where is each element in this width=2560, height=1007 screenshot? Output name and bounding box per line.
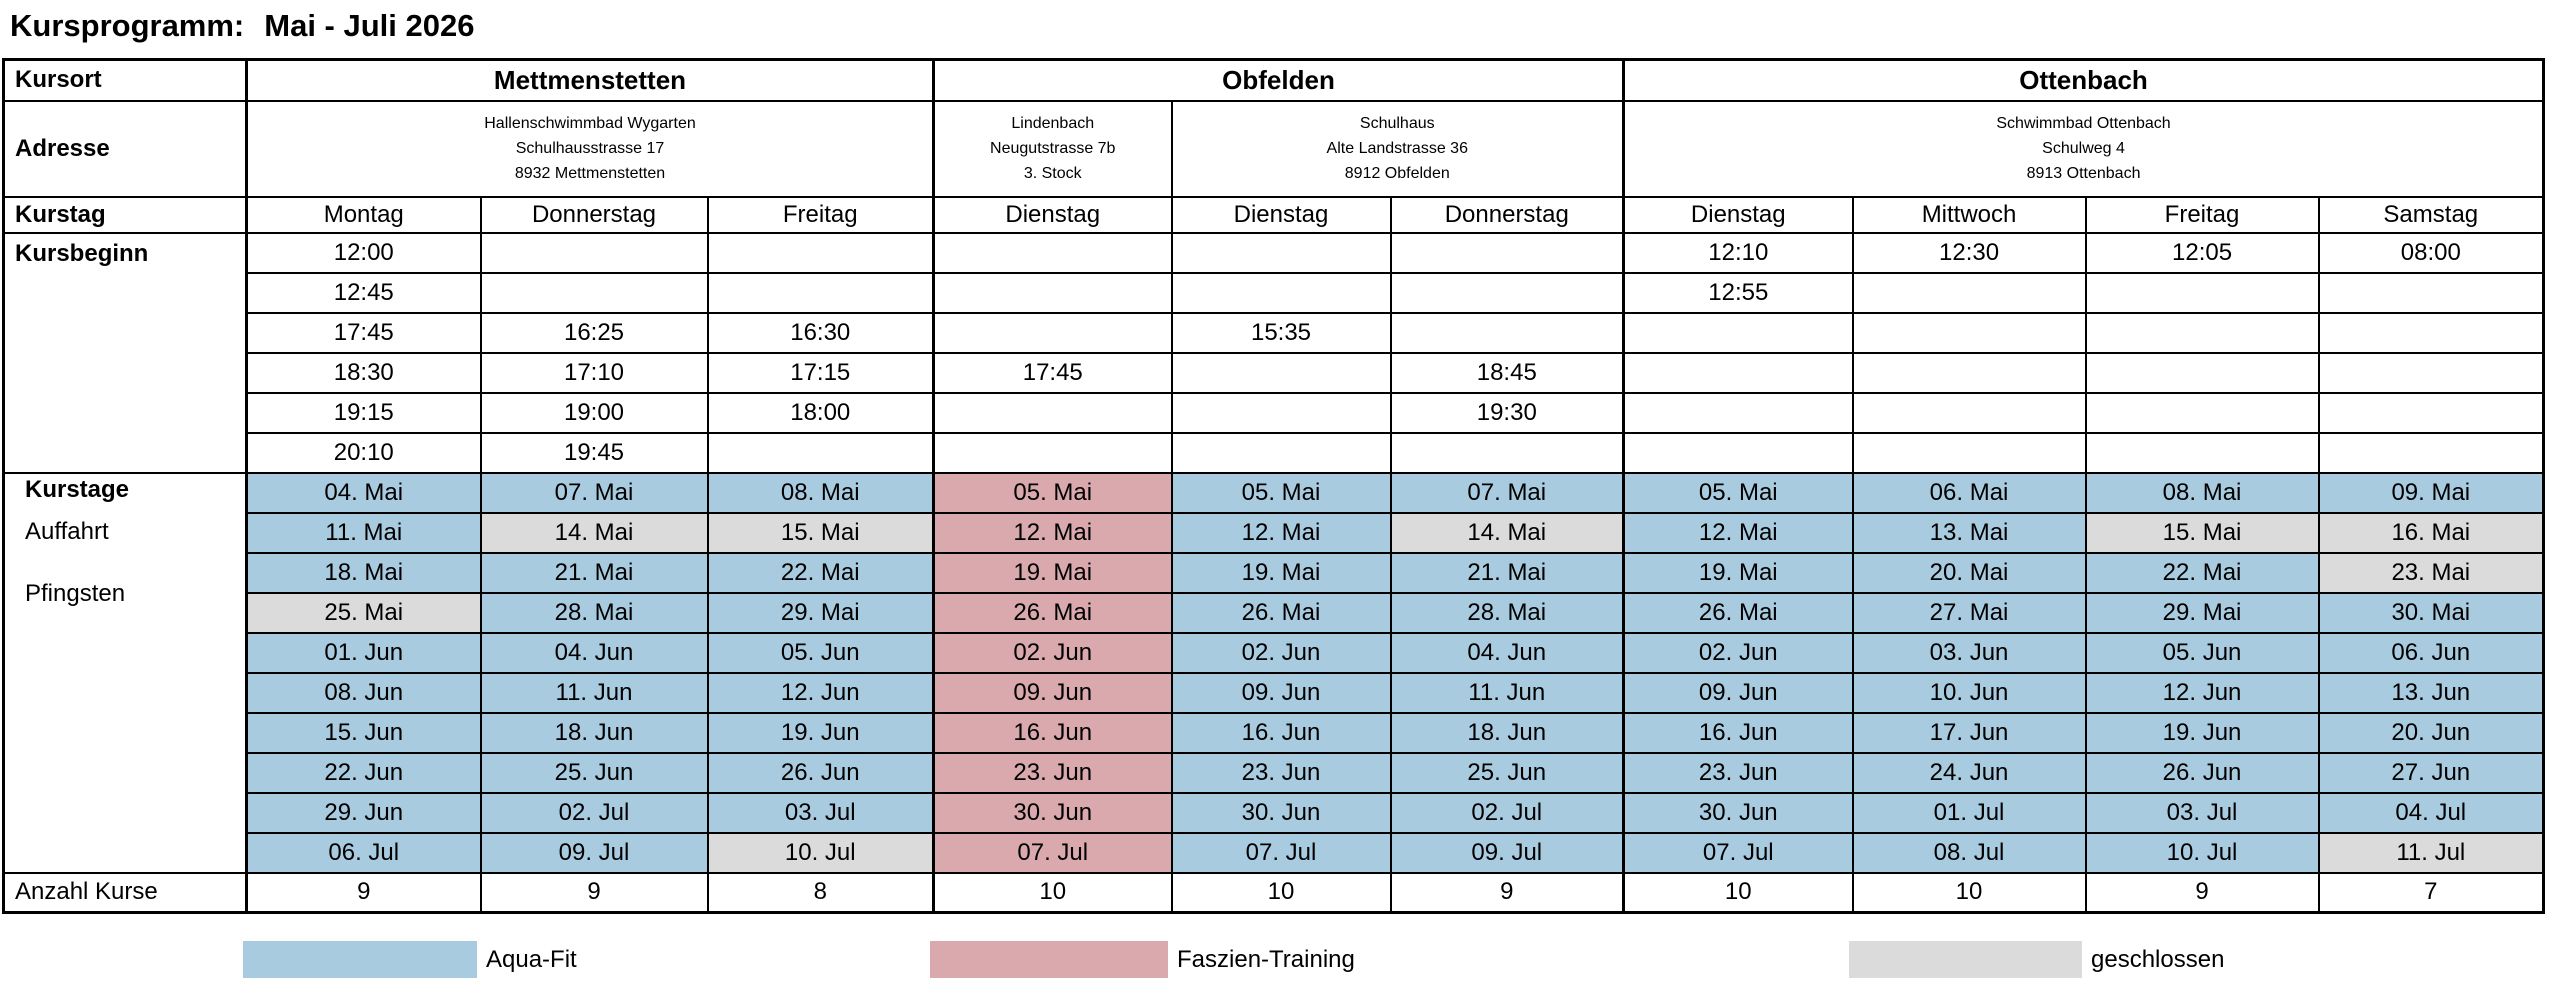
date-cell-aqua-fit: 17. Jun — [1853, 713, 2086, 753]
date-cell-aqua-fit: 04. Jun — [481, 633, 708, 673]
row-kursbeginn-5 — [4, 393, 2544, 433]
time-cell: 16:25 — [481, 313, 708, 353]
date-cell-faszien-training: 12. Mai — [934, 513, 1172, 553]
row-kurstage-4 — [4, 593, 2544, 633]
time-cell — [1853, 313, 2086, 353]
time-cell: 17:15 — [708, 353, 934, 393]
date-cell-aqua-fit: 26. Jun — [708, 753, 934, 793]
row-kurstage-7 — [4, 713, 2544, 753]
address-line: Schulhaus — [1359, 115, 1435, 132]
time-cell — [481, 273, 708, 313]
day-header-cell-6-donnerstag: Donnerstag — [1391, 197, 1624, 233]
address-line: Alte Landstrasse 36 — [1326, 140, 1468, 157]
date-cell-aqua-fit: 27. Mai — [1853, 593, 2086, 633]
time-cell — [2086, 433, 2319, 473]
date-cell-aqua-fit: 09. Jul — [481, 833, 708, 873]
date-cell-aqua-fit: 05. Jun — [708, 633, 934, 673]
date-cell-aqua-fit: 07. Jul — [1624, 833, 1853, 873]
row-kursbeginn-2 — [4, 273, 2544, 313]
row-kurstag — [4, 197, 2544, 233]
date-cell-aqua-fit: 11. Jun — [1391, 673, 1624, 713]
date-cell-aqua-fit: 29. Mai — [708, 593, 934, 633]
date-cell-aqua-fit: 19. Jun — [2086, 713, 2319, 753]
day-header-cell-8-mittwoch: Mittwoch — [1853, 197, 2086, 233]
row-label-kursbeginn: Kursbeginn — [4, 233, 247, 473]
legend-swatch-aqua-fit — [243, 941, 477, 978]
date-cell-geschlossen: 15. Mai — [708, 513, 934, 553]
time-cell: 18:45 — [1391, 353, 1624, 393]
row-kurstage-2 — [4, 513, 2544, 553]
legend-swatch-geschlossen — [1849, 941, 2082, 978]
page-title — [10, 8, 474, 44]
date-cell-aqua-fit: 11. Jun — [481, 673, 708, 713]
time-cell: 12:10 — [1624, 233, 1853, 273]
count-cell: 9 — [1391, 873, 1624, 913]
date-cell-aqua-fit: 09. Jun — [1624, 673, 1853, 713]
address-cell-obfelden-1 — [934, 101, 1172, 197]
time-cell: 12:05 — [2086, 233, 2319, 273]
time-cell: 19:00 — [481, 393, 708, 433]
time-cell — [934, 273, 1172, 313]
row-anzahl-kurse — [4, 873, 2544, 913]
address-line: Schulweg 4 — [2042, 140, 2125, 157]
time-cell — [1391, 233, 1624, 273]
date-cell-geschlossen: 11. Jul — [2319, 833, 2544, 873]
date-cell-aqua-fit: 07. Jul — [1172, 833, 1391, 873]
row-kurstage-5 — [4, 633, 2544, 673]
date-cell-aqua-fit: 18. Jun — [1391, 713, 1624, 753]
date-cell-aqua-fit: 20. Jun — [2319, 713, 2544, 753]
date-cell-aqua-fit: 02. Jul — [481, 793, 708, 833]
time-cell: 15:35 — [1172, 313, 1391, 353]
date-cell-faszien-training: 26. Mai — [934, 593, 1172, 633]
row-kurstage-8 — [4, 753, 2544, 793]
date-cell-geschlossen: 15. Mai — [2086, 513, 2319, 553]
date-cell-aqua-fit: 29. Mai — [2086, 593, 2319, 633]
date-cell-aqua-fit: 23. Jun — [1172, 753, 1391, 793]
date-cell-aqua-fit: 15. Jun — [247, 713, 481, 753]
time-cell — [1853, 273, 2086, 313]
address-line: Hallenschwimmbad Wygarten — [484, 115, 696, 132]
time-cell — [2319, 313, 2544, 353]
time-cell — [1172, 273, 1391, 313]
date-cell-aqua-fit: 19. Jun — [708, 713, 934, 753]
legend-swatch-faszien-training — [930, 941, 1168, 978]
date-cell-geschlossen: 14. Mai — [481, 513, 708, 553]
date-cell-aqua-fit: 03. Jun — [1853, 633, 2086, 673]
time-cell — [481, 233, 708, 273]
page-title-period: Mai - Juli 2026 — [264, 8, 475, 43]
date-cell-aqua-fit: 05. Jun — [2086, 633, 2319, 673]
time-cell — [2319, 433, 2544, 473]
date-cell-aqua-fit: 21. Mai — [481, 553, 708, 593]
row-label-kursort: Kursort — [4, 60, 247, 101]
date-cell-aqua-fit: 19. Mai — [1624, 553, 1853, 593]
date-cell-aqua-fit: 26. Mai — [1172, 593, 1391, 633]
row-label-pfingsten: Pfingsten — [25, 579, 126, 607]
date-cell-geschlossen: 14. Mai — [1391, 513, 1624, 553]
date-cell-aqua-fit: 03. Jul — [708, 793, 934, 833]
count-cell: 8 — [708, 873, 934, 913]
date-cell-faszien-training: 23. Jun — [934, 753, 1172, 793]
row-kursbeginn-3 — [4, 313, 2544, 353]
time-cell — [2319, 353, 2544, 393]
row-label-kurstage: Kurstage — [25, 475, 130, 503]
time-cell — [1391, 273, 1624, 313]
time-cell: 19:15 — [247, 393, 481, 433]
date-cell-aqua-fit: 13. Jun — [2319, 673, 2544, 713]
time-cell: 17:10 — [481, 353, 708, 393]
time-cell — [934, 313, 1172, 353]
date-cell-aqua-fit: 07. Mai — [1391, 473, 1624, 513]
time-cell — [1853, 393, 2086, 433]
day-header-cell-4-dienstag: Dienstag — [934, 197, 1172, 233]
time-cell — [1391, 313, 1624, 353]
date-cell-aqua-fit: 28. Mai — [481, 593, 708, 633]
day-header-cell-9-freitag: Freitag — [2086, 197, 2319, 233]
time-cell — [934, 433, 1172, 473]
date-cell-aqua-fit: 04. Jun — [1391, 633, 1624, 673]
date-cell-aqua-fit: 02. Jul — [1391, 793, 1624, 833]
date-cell-aqua-fit: 06. Mai — [1853, 473, 2086, 513]
time-cell — [1624, 433, 1853, 473]
date-cell-aqua-fit: 12. Jun — [708, 673, 934, 713]
date-cell-faszien-training: 09. Jun — [934, 673, 1172, 713]
time-cell: 17:45 — [247, 313, 481, 353]
date-cell-aqua-fit: 13. Mai — [1853, 513, 2086, 553]
date-cell-aqua-fit: 06. Jun — [2319, 633, 2544, 673]
time-cell: 12:30 — [1853, 233, 2086, 273]
course-schedule-table — [2, 58, 2545, 914]
time-cell — [1172, 233, 1391, 273]
date-cell-aqua-fit: 28. Mai — [1391, 593, 1624, 633]
location-header-obfelden: Obfelden — [934, 60, 1624, 101]
day-header-cell-5-dienstag: Dienstag — [1172, 197, 1391, 233]
date-cell-aqua-fit: 01. Jun — [247, 633, 481, 673]
date-cell-aqua-fit: 05. Mai — [1624, 473, 1853, 513]
date-cell-aqua-fit: 10. Jul — [2086, 833, 2319, 873]
time-cell — [2086, 393, 2319, 433]
time-cell — [934, 393, 1172, 433]
location-header-ottenbach: Ottenbach — [1624, 60, 2544, 101]
location-header-mettmenstetten: Mettmenstetten — [247, 60, 934, 101]
date-cell-aqua-fit: 20. Mai — [1853, 553, 2086, 593]
date-cell-aqua-fit: 16. Jun — [1172, 713, 1391, 753]
address-line: Schwimmbad Ottenbach — [1996, 115, 2171, 132]
legend-label: Aqua-Fit — [486, 945, 577, 973]
date-cell-aqua-fit: 18. Mai — [247, 553, 481, 593]
date-cell-aqua-fit: 04. Jul — [2319, 793, 2544, 833]
time-cell — [1172, 433, 1391, 473]
date-cell-aqua-fit: 09. Jul — [1391, 833, 1624, 873]
time-cell — [1624, 393, 1853, 433]
date-cell-faszien-training: 30. Jun — [934, 793, 1172, 833]
date-cell-aqua-fit: 05. Mai — [1172, 473, 1391, 513]
date-cell-aqua-fit: 02. Jun — [1172, 633, 1391, 673]
day-header-cell-10-samstag: Samstag — [2319, 197, 2544, 233]
address-line: 3. Stock — [1023, 165, 1082, 182]
date-cell-aqua-fit: 26. Mai — [1624, 593, 1853, 633]
row-kursbeginn-4 — [4, 353, 2544, 393]
time-cell — [708, 433, 934, 473]
count-cell: 10 — [1624, 873, 1853, 913]
date-cell-aqua-fit: 21. Mai — [1391, 553, 1624, 593]
date-cell-faszien-training: 05. Mai — [934, 473, 1172, 513]
date-cell-faszien-training: 16. Jun — [934, 713, 1172, 753]
date-cell-aqua-fit: 03. Jul — [2086, 793, 2319, 833]
count-cell: 9 — [2086, 873, 2319, 913]
date-cell-aqua-fit: 30. Jun — [1624, 793, 1853, 833]
date-cell-aqua-fit: 08. Jul — [1853, 833, 2086, 873]
legend — [0, 941, 2560, 981]
time-cell: 12:00 — [247, 233, 481, 273]
time-cell — [2319, 393, 2544, 433]
row-kurstage-9 — [4, 793, 2544, 833]
time-cell: 18:30 — [247, 353, 481, 393]
count-cell: 10 — [934, 873, 1172, 913]
date-cell-aqua-fit: 10. Jun — [1853, 673, 2086, 713]
row-kurstage-3 — [4, 553, 2544, 593]
address-cell-obfelden-2 — [1172, 101, 1624, 197]
row-kurstage-10 — [4, 833, 2544, 873]
row-kursbeginn-1 — [4, 233, 2544, 273]
count-cell: 9 — [247, 873, 481, 913]
date-cell-aqua-fit: 12. Mai — [1624, 513, 1853, 553]
row-kurstage-6 — [4, 673, 2544, 713]
legend-label: Faszien-Training — [1177, 945, 1355, 973]
date-cell-aqua-fit: 22. Mai — [708, 553, 934, 593]
day-header-cell-3-freitag: Freitag — [708, 197, 934, 233]
date-cell-geschlossen: 25. Mai — [247, 593, 481, 633]
date-cell-aqua-fit: 27. Jun — [2319, 753, 2544, 793]
date-cell-aqua-fit: 16. Jun — [1624, 713, 1853, 753]
date-cell-aqua-fit: 12. Jun — [2086, 673, 2319, 713]
row-label-auffahrt: Auffahrt — [25, 517, 109, 545]
time-cell — [1853, 433, 2086, 473]
day-header-cell-1-montag: Montag — [247, 197, 481, 233]
legend-item-geschlossen — [1849, 941, 2224, 978]
time-cell — [2086, 353, 2319, 393]
legend-item-faszien-training — [930, 941, 1355, 978]
date-cell-aqua-fit: 30. Jun — [1172, 793, 1391, 833]
count-cell: 10 — [1172, 873, 1391, 913]
row-label-kurstag: Kurstag — [4, 197, 247, 233]
legend-item-aqua-fit — [243, 941, 577, 978]
row-adresse — [4, 101, 2544, 197]
row-label-adresse: Adresse — [4, 101, 247, 197]
date-cell-aqua-fit: 25. Jun — [481, 753, 708, 793]
count-cell: 10 — [1853, 873, 2086, 913]
date-cell-aqua-fit: 08. Mai — [708, 473, 934, 513]
date-cell-aqua-fit: 11. Mai — [247, 513, 481, 553]
date-cell-geschlossen: 16. Mai — [2319, 513, 2544, 553]
date-cell-aqua-fit: 24. Jun — [1853, 753, 2086, 793]
address-line: 8912 Obfelden — [1344, 165, 1450, 182]
time-cell — [708, 273, 934, 313]
address-line: Neugutstrasse 7b — [990, 140, 1116, 157]
time-cell — [1172, 393, 1391, 433]
row-kursort — [4, 60, 2544, 101]
date-cell-aqua-fit: 09. Mai — [2319, 473, 2544, 513]
count-cell: 7 — [2319, 873, 2544, 913]
time-cell: 18:00 — [708, 393, 934, 433]
date-cell-aqua-fit: 22. Mai — [2086, 553, 2319, 593]
count-cell: 9 — [481, 873, 708, 913]
row-label-kurstage-block — [4, 473, 247, 873]
time-cell: 08:00 — [2319, 233, 2544, 273]
date-cell-aqua-fit: 22. Jun — [247, 753, 481, 793]
row-label-anzahl-kurse: Anzahl Kurse — [4, 873, 247, 913]
time-cell — [1624, 353, 1853, 393]
time-cell — [934, 233, 1172, 273]
time-cell: 12:45 — [247, 273, 481, 313]
row-kursbeginn-6 — [4, 433, 2544, 473]
date-cell-aqua-fit: 12. Mai — [1172, 513, 1391, 553]
time-cell — [1391, 433, 1624, 473]
time-cell: 17:45 — [934, 353, 1172, 393]
date-cell-geschlossen: 23. Mai — [2319, 553, 2544, 593]
day-header-cell-7-dienstag: Dienstag — [1624, 197, 1853, 233]
date-cell-aqua-fit: 09. Jun — [1172, 673, 1391, 713]
date-cell-aqua-fit: 08. Jun — [247, 673, 481, 713]
address-line: 8913 Ottenbach — [2026, 165, 2141, 182]
address-cell-ottenbach — [1624, 101, 2544, 197]
time-cell — [708, 233, 934, 273]
legend-label: geschlossen — [2091, 945, 2225, 973]
row-kurstage-1 — [4, 473, 2544, 513]
time-cell — [2319, 273, 2544, 313]
address-cell-mettmenstetten — [247, 101, 934, 197]
date-cell-aqua-fit: 01. Jul — [1853, 793, 2086, 833]
time-cell — [1624, 313, 1853, 353]
time-cell: 19:30 — [1391, 393, 1624, 433]
date-cell-aqua-fit: 23. Jun — [1624, 753, 1853, 793]
time-cell — [1172, 353, 1391, 393]
date-cell-aqua-fit: 18. Jun — [481, 713, 708, 753]
time-cell — [2086, 313, 2319, 353]
time-cell: 16:30 — [708, 313, 934, 353]
date-cell-faszien-training: 19. Mai — [934, 553, 1172, 593]
time-cell: 19:45 — [481, 433, 708, 473]
date-cell-aqua-fit: 29. Jun — [247, 793, 481, 833]
date-cell-aqua-fit: 07. Mai — [481, 473, 708, 513]
date-cell-aqua-fit: 06. Jul — [247, 833, 481, 873]
address-line: 8932 Mettmenstetten — [514, 165, 666, 182]
time-cell — [1853, 353, 2086, 393]
page-title-label: Kursprogramm: — [10, 8, 245, 43]
date-cell-geschlossen: 10. Jul — [708, 833, 934, 873]
address-line: Lindenbach — [1011, 115, 1095, 132]
time-cell — [2086, 273, 2319, 313]
date-cell-aqua-fit: 30. Mai — [2319, 593, 2544, 633]
date-cell-faszien-training: 02. Jun — [934, 633, 1172, 673]
date-cell-aqua-fit: 25. Jun — [1391, 753, 1624, 793]
date-cell-aqua-fit: 04. Mai — [247, 473, 481, 513]
date-cell-aqua-fit: 19. Mai — [1172, 553, 1391, 593]
date-cell-aqua-fit: 02. Jun — [1624, 633, 1853, 673]
date-cell-aqua-fit: 08. Mai — [2086, 473, 2319, 513]
time-cell: 12:55 — [1624, 273, 1853, 313]
date-cell-faszien-training: 07. Jul — [934, 833, 1172, 873]
day-header-cell-2-donnerstag: Donnerstag — [481, 197, 708, 233]
address-line: Schulhausstrasse 17 — [515, 140, 665, 157]
time-cell: 20:10 — [247, 433, 481, 473]
date-cell-aqua-fit: 26. Jun — [2086, 753, 2319, 793]
